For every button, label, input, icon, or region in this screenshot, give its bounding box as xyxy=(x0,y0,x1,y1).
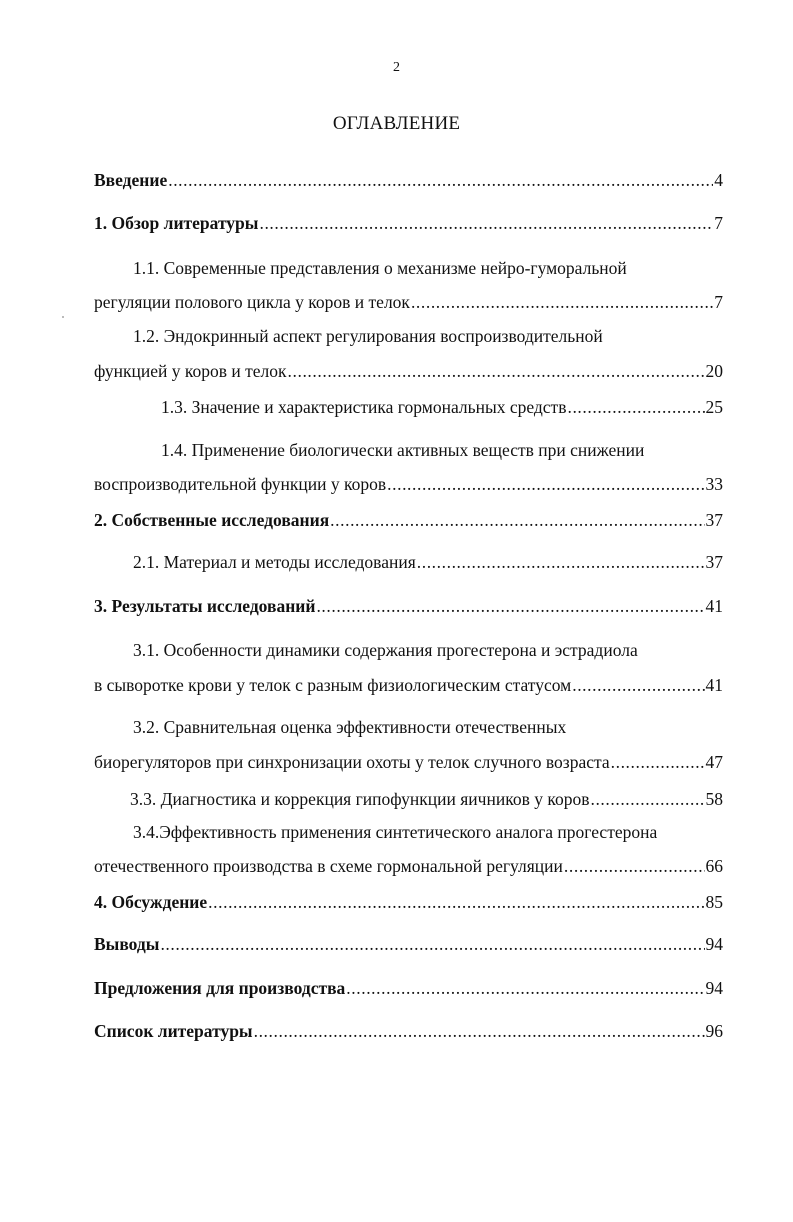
toc-entry-label: 1.3. Значение и характеристика гормональных средств xyxy=(161,397,567,417)
toc-leader-dots xyxy=(572,673,704,697)
toc-leader-dots xyxy=(590,787,704,811)
toc-leader-dots xyxy=(411,290,713,314)
toc-entry-page: 25 xyxy=(705,397,723,417)
toc-entry-references[interactable] xyxy=(94,1019,723,1043)
toc-entry-3-1-line1: 3.1. Особенности динамики содержания прогестерона и эстрадиола xyxy=(133,640,638,660)
toc-entry-page: 7 xyxy=(714,213,723,233)
toc-entry-3-1[interactable] xyxy=(94,673,723,697)
toc-entry-label: воспроизводительной функции у коров xyxy=(94,474,387,494)
toc-leader-dots xyxy=(564,854,705,878)
toc-leader-dots xyxy=(208,890,704,914)
toc-entry-intro[interactable] xyxy=(94,168,723,192)
page-number: 2 xyxy=(393,60,400,75)
toc-entry-proposals[interactable] xyxy=(94,976,723,1000)
toc-entry-label: Список литературы xyxy=(94,1021,253,1041)
toc-entry-literature-review[interactable] xyxy=(94,211,723,235)
toc-entry-page: 7 xyxy=(714,292,723,312)
toc-entry-conclusions[interactable] xyxy=(94,932,723,956)
toc-entry-3-3[interactable] xyxy=(130,787,723,811)
toc-entry-label: 3. Результаты исследований xyxy=(94,596,316,616)
toc-entry-label: функцией у коров и телок xyxy=(94,361,287,381)
toc-leader-dots xyxy=(417,550,705,574)
toc-entry-label: Введение xyxy=(94,170,168,190)
toc-leader-dots xyxy=(611,750,705,774)
toc-leader-dots xyxy=(387,472,704,496)
toc-entry-page: 58 xyxy=(705,789,723,809)
toc-entry-label: Выводы xyxy=(94,934,160,954)
toc-entry-page: 37 xyxy=(705,552,723,572)
toc-leader-dots xyxy=(168,168,713,192)
toc-entry-label: 3.3. Диагностика и коррекция гипофункции яичников у коров xyxy=(130,789,590,809)
toc-entry-label: 2. Собственные исследования xyxy=(94,510,330,530)
toc-entry-label: 4. Обсуждение xyxy=(94,892,208,912)
toc-entry-page: 20 xyxy=(705,361,723,381)
toc-entry-label: 2.1. Материал и методы исследования xyxy=(133,552,416,572)
toc-entry-label: биорегуляторов при синхронизации охоты у телок случного возраста xyxy=(94,752,610,772)
toc-leader-dots xyxy=(259,211,713,235)
toc-entry-1-3[interactable] xyxy=(161,395,723,419)
toc-entry-page: 47 xyxy=(705,752,723,772)
toc-entry-page: 94 xyxy=(705,978,723,998)
toc-entry-own-research[interactable] xyxy=(94,508,723,532)
toc-entry-page: 33 xyxy=(705,474,723,494)
toc-entry-3-4[interactable] xyxy=(94,854,723,878)
toc-leader-dots xyxy=(254,1019,705,1043)
toc-entry-label: 1. Обзор литературы xyxy=(94,213,259,233)
toc-title: ОГЛАВЛЕНИЕ xyxy=(332,113,461,134)
toc-entry-page: 41 xyxy=(705,596,723,616)
toc-entry-label: в сыворотке крови у телок с разным физиологическим статусом xyxy=(94,675,572,695)
toc-entry-3-4-line1: 3.4.Эффективность применения синтетического аналога прогестерона xyxy=(133,822,658,842)
toc-entry-3-2[interactable] xyxy=(94,750,723,774)
toc-leader-dots xyxy=(316,594,704,618)
toc-entry-1-2-line1: 1.2. Эндокринный аспект регулирования воспроизводительной xyxy=(133,326,603,346)
toc-leader-dots xyxy=(346,976,704,1000)
toc-entry-1-4-line1: 1.4. Применение биологически активных веществ при снижении xyxy=(161,440,645,460)
toc-entry-page: 85 xyxy=(705,892,723,912)
toc-entry-1-2[interactable] xyxy=(94,359,723,383)
toc-entry-page: 66 xyxy=(705,856,723,876)
toc-entry-1-1[interactable] xyxy=(94,290,723,314)
toc-entry-1-1-line1: 1.1. Современные представления о механизме нейро-гуморальной xyxy=(133,258,627,278)
toc-entry-label: отечественного производства в схеме гормональной регуляции xyxy=(94,856,563,876)
toc-entry-results[interactable] xyxy=(94,594,723,618)
toc-leader-dots xyxy=(288,359,705,383)
toc-entry-page: 96 xyxy=(705,1021,723,1041)
toc-entry-3-2-line1: 3.2. Сравнительная оценка эффективности отечественных xyxy=(133,717,567,737)
toc-leader-dots xyxy=(330,508,704,532)
toc-leader-dots xyxy=(160,932,704,956)
toc-entry-2-1[interactable] xyxy=(133,550,723,574)
toc-entry-page: 94 xyxy=(705,934,723,954)
toc-leader-dots xyxy=(567,395,704,419)
toc-entry-label: регуляции полового цикла у коров и телок xyxy=(94,292,410,312)
toc-entry-discussion[interactable] xyxy=(94,890,723,914)
toc-entry-label: Предложения для производства xyxy=(94,978,346,998)
toc-entry-page: 4 xyxy=(714,170,723,190)
toc-entry-page: 41 xyxy=(705,675,723,695)
toc-entry-1-4[interactable] xyxy=(94,472,723,496)
toc-entry-page: 37 xyxy=(705,510,723,530)
scan-speck xyxy=(62,316,64,318)
